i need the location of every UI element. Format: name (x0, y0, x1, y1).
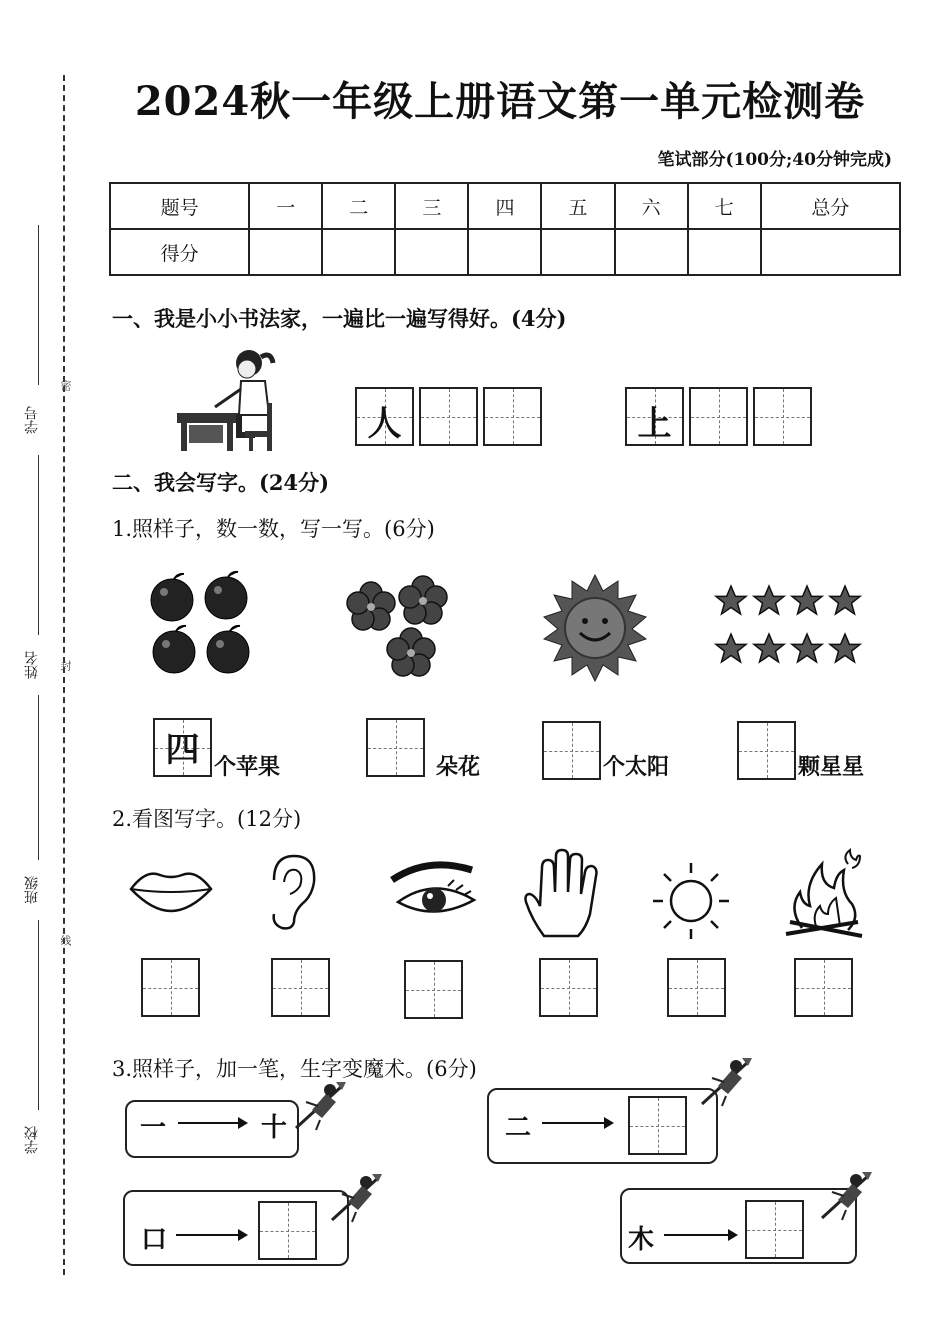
answer-grid[interactable] (539, 958, 598, 1017)
seal-mark: 线 (59, 935, 72, 946)
answer-grid[interactable] (271, 958, 330, 1017)
hand-icon (522, 848, 606, 940)
table-cell: 一 (249, 183, 322, 229)
table-cell: 五 (541, 183, 614, 229)
side-line (38, 455, 39, 635)
table-row (110, 183, 900, 229)
score-table (109, 182, 901, 276)
score-input-cell[interactable] (468, 229, 541, 275)
answer-grid[interactable] (667, 958, 726, 1017)
exam-subtitle: 笔试部分(100分;40分钟完成) (657, 150, 892, 170)
answer-grid[interactable] (794, 958, 853, 1017)
class-label: 班级 (24, 876, 40, 904)
table-cell: 总分 (761, 183, 900, 229)
score-input-cell[interactable] (541, 229, 614, 275)
page-title: 2024秋一年级上册语文第一单元检测卷 (134, 78, 866, 125)
table-cell: 六 (615, 183, 688, 229)
wizard-broom-icon (328, 1172, 384, 1224)
arrow-icon (664, 1234, 736, 1236)
section1-heading: 一、我是小小书法家，一遍比一遍写得好。(4分) (112, 306, 567, 331)
magic-from-char: 口 (141, 1225, 168, 1255)
q3-heading: 3.照样子，加一笔，生字变魔术。(6分) (112, 1057, 477, 1081)
table-cell: 得分 (110, 229, 249, 275)
writing-grid[interactable] (689, 387, 748, 446)
smiling-sun-icon (540, 573, 650, 683)
answer-grid[interactable] (628, 1096, 687, 1155)
q1-heading: 1.照样子，数一数，写一写。(6分) (112, 517, 435, 541)
example-char: 四 (165, 730, 200, 770)
wizard-broom-icon (698, 1056, 754, 1108)
answer-grid[interactable] (737, 721, 796, 780)
magic-from-char: 一 (140, 1113, 167, 1143)
writing-grid (355, 387, 414, 446)
answer-grid[interactable] (404, 960, 463, 1019)
answer-grid[interactable] (542, 721, 601, 780)
apples-icon (148, 570, 253, 680)
magic-from-char: 木 (628, 1225, 655, 1255)
count-label-sun: 个太阳 (603, 754, 670, 780)
sample-char: 上 (637, 404, 672, 444)
q2-heading: 2.看图写字。(12分) (112, 807, 302, 831)
ear-icon (262, 852, 320, 932)
magic-to-char: 十 (261, 1113, 288, 1143)
writing-grid[interactable] (419, 387, 478, 446)
count-label-apples: 个苹果 (214, 754, 281, 780)
count-label-stars: 颗星星 (798, 754, 865, 780)
eye-icon (388, 860, 480, 925)
table-cell: 四 (468, 183, 541, 229)
school-label: 学校 (24, 1126, 40, 1154)
answer-grid[interactable] (745, 1200, 804, 1259)
arrow-icon (178, 1122, 246, 1124)
writing-grid[interactable] (483, 387, 542, 446)
score-input-cell[interactable] (615, 229, 688, 275)
answer-grid[interactable] (141, 958, 200, 1017)
table-cell: 七 (688, 183, 761, 229)
name-label: 姓名 (24, 651, 40, 679)
score-input-cell[interactable] (395, 229, 468, 275)
seal-mark: 密 (59, 380, 72, 391)
cut-line (63, 75, 65, 1275)
sample-char: 人 (367, 404, 402, 444)
table-cell: 三 (395, 183, 468, 229)
answer-grid[interactable] (366, 718, 425, 777)
fire-icon (782, 848, 866, 944)
score-input-cell[interactable] (322, 229, 395, 275)
table-row (110, 229, 900, 275)
table-cell: 二 (322, 183, 395, 229)
magic-from-char: 二 (505, 1113, 532, 1143)
flowers-icon (345, 575, 455, 685)
table-cell: 题号 (110, 183, 249, 229)
sun-icon (650, 860, 732, 942)
stars-icon (713, 583, 863, 669)
mouth-icon (128, 865, 214, 915)
score-input-cell[interactable] (249, 229, 322, 275)
writing-girl-icon (175, 345, 290, 455)
answer-grid[interactable] (258, 1201, 317, 1260)
section2-heading: 二、我会写字。(24分) (112, 470, 330, 495)
score-input-cell[interactable] (761, 229, 900, 275)
count-label-flowers: 朵花 (436, 754, 481, 780)
side-line (38, 920, 39, 1110)
arrow-icon (176, 1234, 246, 1236)
side-line (38, 225, 39, 385)
wizard-broom-icon (292, 1080, 348, 1132)
arrow-icon (542, 1122, 612, 1124)
student-number-label: 学号 (24, 406, 40, 434)
score-input-cell[interactable] (688, 229, 761, 275)
writing-grid (625, 387, 684, 446)
seal-mark: 封 (59, 660, 72, 671)
side-line (38, 695, 39, 860)
writing-grid[interactable] (753, 387, 812, 446)
answer-grid (153, 718, 212, 777)
wizard-broom-icon (818, 1170, 874, 1222)
